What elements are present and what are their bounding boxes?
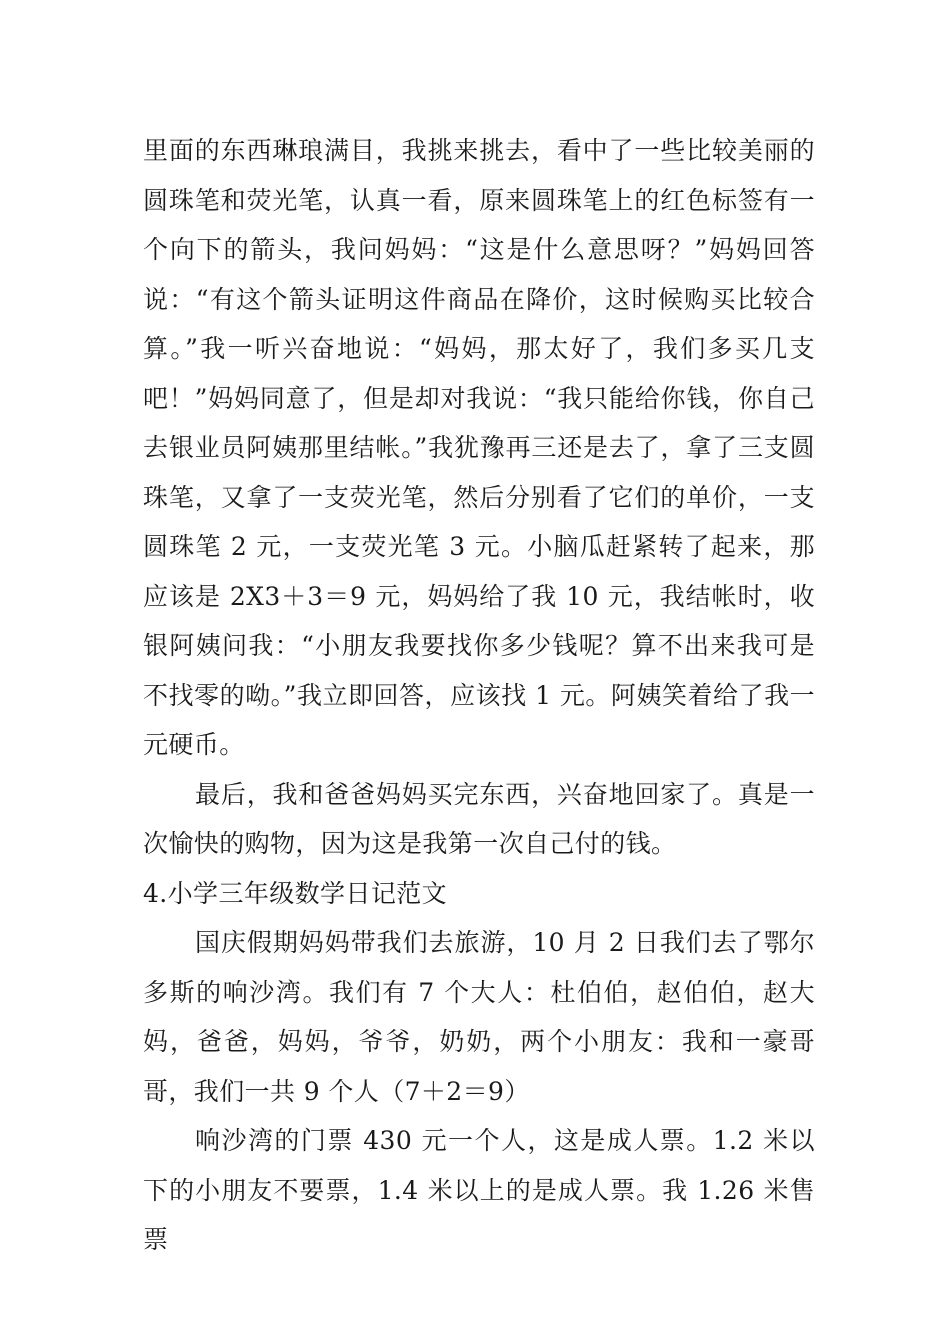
paragraph-trip-intro: 国庆假期妈妈带我们去旅游，10 月 2 日我们去了鄂尔多斯的响沙湾。我们有 7 个大人：杜伯伯，赵伯伯，赵大妈，爸爸，妈妈，爷爷，奶奶，两个小朋友：我和一豪哥哥，我们一共 9 个人（7＋2＝9） (143, 928, 815, 1106)
paragraph-shopping-conclusion: 最后，我和爸爸妈妈买完东西，兴奋地回家了。真是一次愉快的购物，因为这是我第一次自己付的钱。 (143, 779, 815, 858)
section-heading: 4.小学三年级数学日记范文 (143, 878, 448, 908)
paragraph-shopping-story: 里面的东西琳琅满目，我挑来挑去，看中了一些比较美丽的圆珠笔和荧光笔，认真一看，原来圆珠笔上的红色标签有一个向下的箭头，我问妈妈：“这是什么意思呀？”妈妈回答说：“有这个箭头证明这件商品在降价，这时候购买比较合算。”我一听兴奋地说：“妈妈，那太好了，我们多买几支吧！”妈妈同意了，但是却对我说：“我只能给你钱，你自己去银业员阿姨那里结帐。”我犹豫再三还是去了，拿了三支圆珠笔，又拿了一支荧光笔，然后分别看了它们的单价，一支圆珠笔 2 元，一支荧光笔 3 元。小脑瓜赶紧转了起来，那应该是 2X3＋3＝9 元，妈妈给了我 10 元，我结帐时，收银阿姨问我：“小朋友我要找你多少钱呢？算不出来我可是不找零的呦。”我立即回答，应该找 1 元。阿姨笑着给了我一元硬币。 (143, 136, 815, 759)
document-body (143, 126, 815, 1265)
paragraph-ticket-price: 响沙湾的门票 430 元一个人，这是成人票。1.2 米以下的小朋友不要票，1.4 米以上的是成人票。我 1.26 米售票 (143, 1126, 815, 1254)
